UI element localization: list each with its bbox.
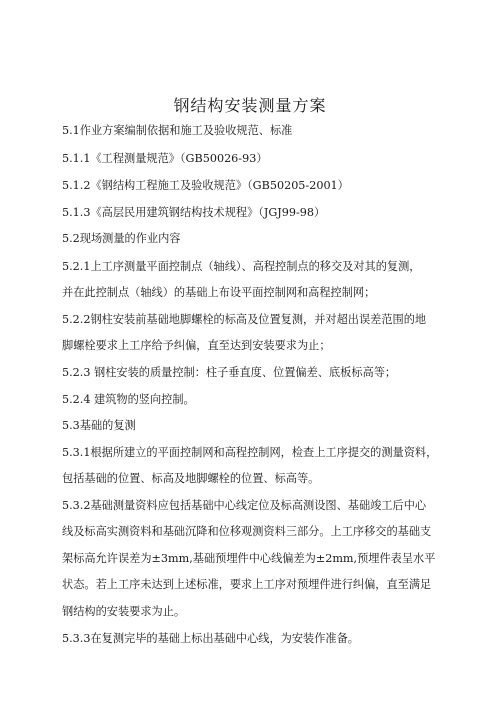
text-line: 5.2.2钢柱安装前基础地脚螺栓的标高及位置复测，并对超出误差范围的地 <box>62 313 427 326</box>
text-line: 5.1.3《高层民用建筑钢结构技术规程》（JGJ99-98） <box>62 206 326 219</box>
text-line: 钢结构的安装要求为止。 <box>62 605 186 618</box>
text-line: 5.3基础的复测 <box>62 419 136 432</box>
text-line: 5.1.1《工程测量规范》（GB50026-93） <box>62 152 268 165</box>
text-line: 状态。若上工序未达到上述标准，要求上工序对预埋件进行纠偏，直至满足 <box>62 578 432 591</box>
text-line: 5.1作业方案编制依据和施工及验收规范、标准 <box>62 124 293 137</box>
text-line: 5.3.3在复测完毕的基础上标出基础中心线，为安装作准备。 <box>62 632 359 645</box>
document-title: 钢结构安装测量方案 <box>173 96 327 115</box>
text-line: 脚螺栓要求上工序给予纠偏，直至达到安装要求为止； <box>62 339 331 352</box>
text-line: 5.2现场测量的作业内容 <box>62 232 181 245</box>
text-line: 5.2.1上工序测量平面控制点（轴线）、高程控制点的移交及对其的复测， <box>62 260 421 273</box>
text-line: 5.3.1根据所建立的平面控制网和高程控制网，检查上工序提交的测量资料， <box>62 446 438 459</box>
text-line: 5.2.3 钢柱安装的质量控制：柱子垂直度、位置偏差、底板标高等； <box>62 366 397 379</box>
text-line: 并在此控制点（轴线）的基础上布设平面控制网和高程控制网； <box>62 286 376 299</box>
text-line: 包括基础的位置、标高及地脚螺栓的位置、标高等。 <box>62 472 320 485</box>
text-line: 5.1.2《钢结构工程施工及验收规范》（GB50205-2001） <box>62 179 349 192</box>
text-line: 5.3.2基础测量资料应包括基础中心线定位及标高测设图、基础竣工后中心 <box>62 499 427 512</box>
text-line: 线及标高实测资料和基础沉降和位移观测资料三部分。上工序移交的基础支 <box>62 525 432 538</box>
text-line: 架标高允许误差为±3mm,基础预埋件中心线偏差为±2mm,预埋件表呈水平 <box>62 552 436 565</box>
text-line: 5.2.4 建筑物的竖向控制。 <box>62 393 195 406</box>
